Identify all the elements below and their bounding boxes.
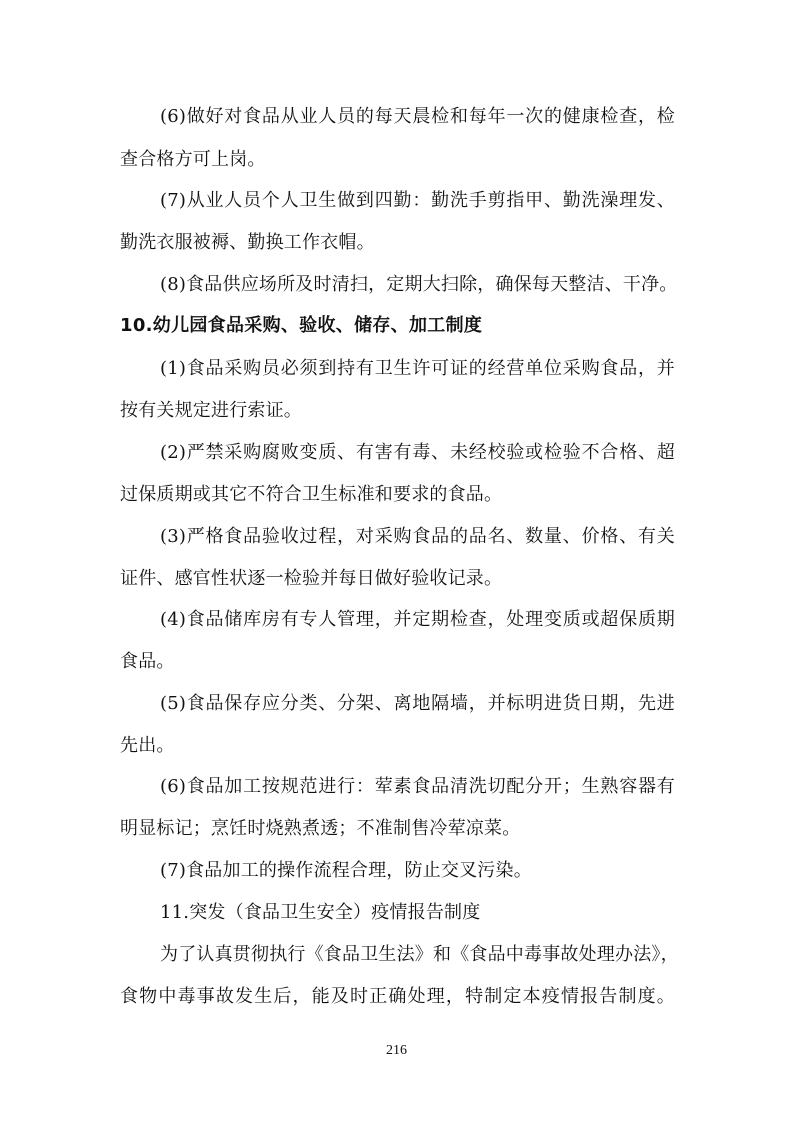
item-10-1-line-1: (1)食品采购员必须到持有卫生许可证的经营单位采购食品，并 [160,358,675,379]
section-11-intro-line-1: 为了认真贯彻执行《食品卫生法》和《食品中毒事故处理办法》， [160,944,679,965]
item-9-7-line-2: 勤洗衣服被褥、勤换工作衣帽。 [120,232,375,253]
item-10-3-line-2: 证件、感官性状逐一检验并每日做好验收记录。 [120,568,503,589]
item-9-6-line-1: (6)做好对食品从业人员的每天晨检和每年一次的健康检查，检 [160,106,675,127]
item-10-6-line-2: 明显标记；烹饪时烧熟煮透；不准制售冷荤凉菜。 [120,818,521,839]
item-10-2-line-2: 过保质期或其它不符合卫生标准和要求的食品。 [120,484,503,505]
section-10-heading: 10.幼儿园食品采购、验收、储存、加工制度 [120,315,483,336]
item-10-4-line-2: 食品。 [120,651,175,672]
item-10-1-line-2: 按有关规定进行索证。 [120,400,302,421]
item-10-5-line-2: 先出。 [120,735,175,756]
section-11-intro-line-2: 食物中毒事故发生后，能及时正确处理，特制定本疫情报告制度。 [120,986,675,1007]
item-10-4-line-1: (4)食品储库房有专人管理，并定期检查，处理变质或超保质期 [160,609,675,630]
item-10-6-line-1: (6)食品加工按规范进行：荤素食品清洗切配分开；生熟容器有 [160,776,675,797]
item-9-6-line-2: 查合格方可上岗。 [120,149,266,170]
item-10-5-line-1: (5)食品保存应分类、分架、离地隔墙，并标明进货日期，先进 [160,693,675,714]
page-number: 216 [386,1043,407,1058]
item-10-2-line-1: (2)严禁采购腐败变质、有害有毒、未经校验或检验不合格、超 [160,442,675,463]
item-10-3-line-1: (3)严格食品验收过程，对采购食品的品名、数量、价格、有关 [160,526,675,547]
item-10-7-line-1: (7)食品加工的操作流程合理，防止交叉污染。 [160,860,532,881]
item-9-8-line-1: (8)食品供应场所及时清扫，定期大扫除，确保每天整洁、干净。 [160,274,678,295]
item-9-7-line-1: (7)从业人员个人卫生做到四勤：勤洗手剪指甲、勤洗澡理发、 [160,190,675,211]
section-11-heading: 11.突发（食品卫生安全）疫情报告制度 [160,902,481,923]
